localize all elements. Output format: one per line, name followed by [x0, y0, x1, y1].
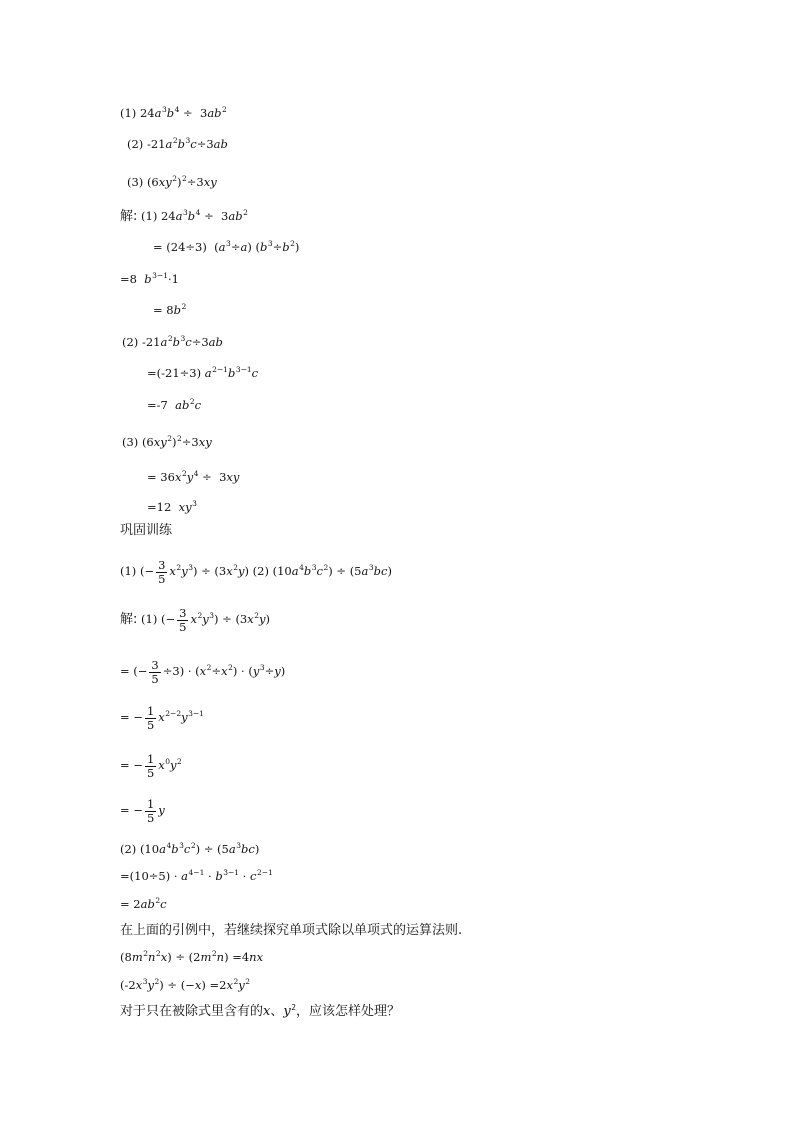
step-text: = 2 — [120, 897, 141, 911]
solution-heading: 解: — [120, 209, 138, 224]
practice-label-2: (2) — [252, 564, 269, 578]
fraction: $\frac{3}{5}$ — [151, 657, 159, 686]
practice-step-2: = − $\frac{1}{5}$ $x^{2-2}y^{3-1}$ — [120, 703, 204, 732]
problem-1: (1) $24a^3b^4 \div 3ab^2$ — [120, 105, 227, 120]
solution-3-line: (3) $(6xy^2)^2\div 3xy$ — [122, 434, 212, 449]
solution-2-step-1: =(-21÷3) $a^{2-1}b^{3-1}c$ — [147, 365, 259, 380]
question-prefix: 对于只在被除式里含有的 — [120, 1004, 264, 1019]
solution-1-line: 解: (1) $24a^3b^4 \div 3ab^2$ — [120, 208, 248, 224]
practice-answer-2: (2) $(10a^4b^3c^2) \div (5a^3bc)$ — [120, 841, 260, 856]
practice-answer-2-step-2: = $2ab^2c$ — [120, 896, 167, 911]
step-text: =-7 — [147, 398, 168, 412]
explore-example-2: $(-2x^3y^2) \div (-x) =2x^2y^2$ — [120, 977, 250, 992]
practice-step-3: = − $\frac{1}{5}$ $x^0y^2$ — [120, 751, 182, 780]
practice-step-1: = (− $\frac{3}{5}$ $\div 3) \cdot (x^2\div x^2) \cdot (y^3\div y)$ — [120, 657, 286, 686]
explore-example-1: $(8m^2n^2x) \div (2m^2n) =4nx$ — [120, 949, 264, 964]
step-text: = 36 — [147, 470, 175, 484]
step-text: =12 — [147, 500, 172, 514]
step-text: =8 — [120, 272, 137, 286]
practice-answer-1: 解: (1) (− $\frac{3}{5}$ $x^2y^3) \div (3x^2y)$ — [120, 605, 271, 634]
fraction: $\frac{1}{5}$ — [146, 796, 155, 825]
practice-title: 巩固训练 — [120, 523, 173, 538]
solution-2-step-2: =-7 $ab^2c$ — [147, 397, 202, 412]
fraction: $\frac{1}{5}$ — [146, 751, 155, 780]
explore-text: 在上面的引例中，若继续探究单项式除以单项式的运算法则. — [120, 923, 463, 938]
step-text: = 8 — [153, 303, 174, 317]
practice-answer-2-step-1: $=(10\div 5) \cdot a^{4-1} \cdot b^{3-1} \cdot c^{2-1}$ — [120, 868, 273, 883]
answer-heading: 解: — [120, 612, 138, 627]
question-suffix: ，应该怎样处理？ — [296, 1004, 401, 1019]
problem-2: (2) $-21a^2b^3c\div 3ab$ — [127, 136, 228, 151]
solution-3-step-1: = $36x^2y^4 \div 3xy$ — [147, 469, 240, 484]
solution-1-step-3: = $8b^2$ — [153, 302, 187, 317]
solution-2-line: (2) $-21a^2b^3c\div 3ab$ — [122, 334, 223, 349]
practice-label-1: (1) — [120, 564, 137, 578]
problem-3: (3) $(6xy^2)^2\div 3xy$ — [127, 174, 217, 189]
fraction: $\frac{1}{5}$ — [146, 703, 155, 732]
step-text: =(-21÷3) — [147, 366, 202, 380]
solution-3-step-2: =12 $xy^3$ — [147, 499, 197, 514]
practice-problems: (1) (− $\frac{3}{5}$ $x^2y^3) \div (3x^2y)$ (2) $(10a^4b^3c^2) \div (5a^3bc)$ — [120, 557, 392, 586]
practice-step-4: = − $\frac{1}{5}$ y — [120, 796, 165, 825]
step-text: = (24÷3) — [153, 240, 207, 254]
example-result: =4 — [232, 950, 250, 964]
solution-1-step-1: = (24÷3) $(a^3\div a)$ $(b^3\div b^2)$ — [153, 239, 300, 254]
solution-1-step-2: =8 $b^{3-1}\cdot 1$ — [120, 271, 179, 286]
fraction: $\frac{3}{5}$ — [158, 557, 166, 586]
example-result: =2 — [209, 978, 227, 992]
fraction: $\frac{3}{5}$ — [179, 605, 187, 634]
explore-question: 对于只在被除式里含有的x、$y^2$，应该怎样处理？ — [120, 1003, 401, 1019]
